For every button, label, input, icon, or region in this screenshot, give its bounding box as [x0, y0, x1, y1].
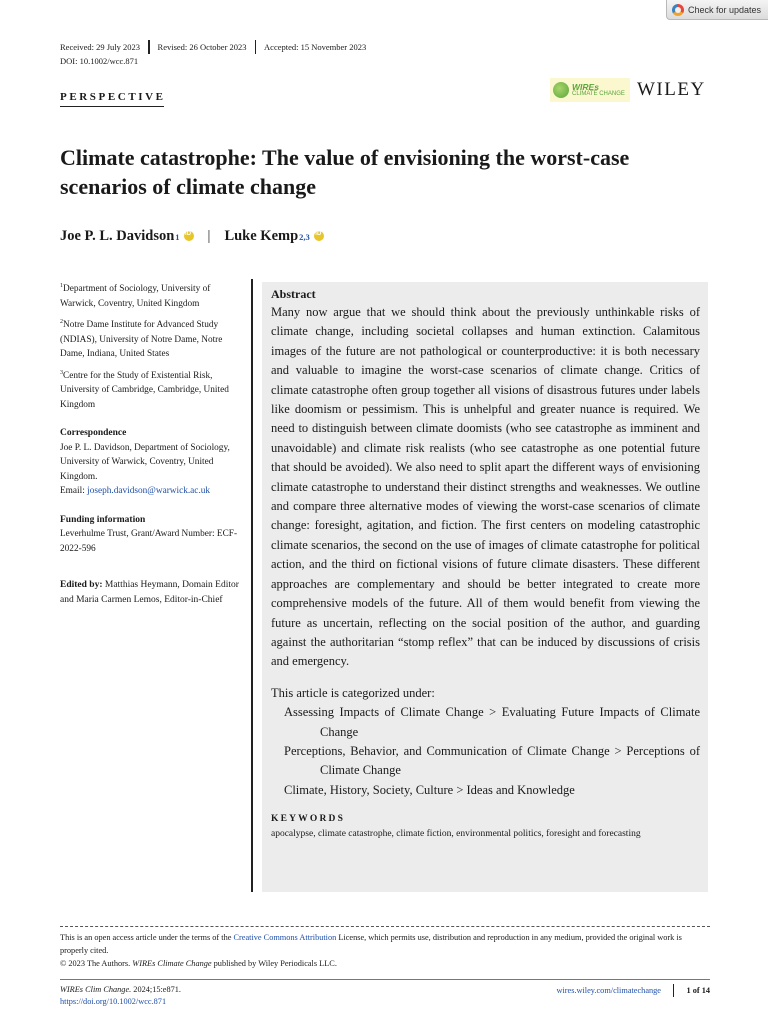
edited-by: [60, 578, 246, 607]
affiliation-text: Centre for the Study of Existential Risk, University of Cambridge, Cambridge, United Kingdom: [60, 370, 229, 410]
funding-text: Leverhulme Trust, Grant/Award Number: ECF-2022-596: [60, 529, 238, 554]
article-info-sidebar: [60, 279, 246, 607]
citation-rest: 2024;15:e871.: [131, 985, 181, 994]
crossmark-icon: [672, 4, 684, 16]
cc-license-link[interactable]: Creative Commons Attribution: [233, 933, 337, 942]
affiliation-text: Department of Sociology, University of Warwick, Coventry, United Kingdom: [60, 284, 211, 309]
orcid-icon[interactable]: [314, 231, 324, 241]
check-for-updates-button[interactable]: [666, 0, 768, 20]
journal-logo-text: [572, 83, 625, 98]
edited-by-label: Edited by:: [60, 580, 103, 591]
check-for-updates-label: Check for updates: [688, 4, 762, 15]
author-affiliation-ref[interactable]: 1: [175, 232, 180, 242]
copyright-journal: WIREs Climate Change: [132, 959, 212, 968]
author-name[interactable]: Joe P. L. Davidson: [60, 228, 175, 244]
affiliation-number: 2: [60, 319, 63, 326]
affiliation-number: 3: [60, 369, 63, 376]
license-notice: [60, 931, 710, 970]
doi: DOI: 10.1002/wcc.871: [60, 56, 139, 66]
copyright-post: published by Wiley Periodicals LLC.: [211, 959, 337, 968]
affiliation-text: Notre Dame Institute for Advanced Study (NDIAS), University of Notre Dame, Notre Dame, Indiana, United States: [60, 320, 223, 360]
orcid-icon[interactable]: [184, 231, 194, 241]
correspondence-heading: Correspondence: [60, 428, 127, 439]
keywords-heading: KEYWORDS: [271, 814, 346, 825]
email-label: Email:: [60, 486, 88, 497]
author-affiliation-ref[interactable]: 2,3: [299, 232, 310, 242]
author-name[interactable]: Luke Kemp: [224, 228, 299, 244]
page-number: 1 of 14: [686, 986, 710, 995]
journal-logo-line1: WIREs: [572, 81, 599, 92]
categories-intro: This article is categorized under:: [271, 685, 435, 700]
received-date: Received: 29 July 2023: [60, 42, 141, 52]
license-pre: This is an open access article under the terms of the: [60, 933, 234, 942]
citation-footer: [60, 984, 181, 1008]
category-item[interactable]: Assessing Impacts of Climate Change > Evaluating Future Impacts of Climate Change: [284, 705, 700, 739]
category-item[interactable]: Climate, History, Society, Culture > Ideas and Knowledge: [284, 782, 575, 797]
divider: [60, 979, 710, 980]
doi-link[interactable]: https://doi.org/10.1002/wcc.871: [60, 997, 167, 1006]
article-dates: [60, 40, 374, 54]
affiliation: [60, 315, 246, 362]
column-divider: [251, 279, 253, 892]
copyright-text: [60, 957, 710, 970]
correspondence-email: [60, 484, 246, 499]
citation-journal: WIREs Clim Change.: [60, 985, 132, 994]
revised-date: Revised: 26 October 2023: [157, 42, 247, 52]
publisher-logo: WILEY: [637, 79, 706, 100]
divider: [673, 984, 675, 997]
globe-icon: [553, 82, 569, 98]
keywords-text: apocalypse, climate catastrophe, climate fiction, environmental politics, foresight and forecasting: [271, 829, 641, 840]
email-link[interactable]: joseph.davidson@warwick.ac.uk: [87, 486, 211, 497]
category-item[interactable]: Perceptions, Behavior, and Communication of Climate Change > Perceptions of Climate Change: [284, 743, 700, 778]
license-post: License, which permits use, distribution and reproduction in any medium, provided the original work is properly cited.: [60, 933, 682, 955]
citation: [60, 984, 181, 996]
divider: [60, 106, 164, 107]
abstract-heading: Abstract: [271, 287, 316, 301]
page-footer: [556, 984, 710, 997]
journal-logo-line2: CLIMATE CHANGE: [572, 91, 625, 98]
abstract-box: [262, 282, 708, 892]
license-text: [60, 931, 710, 957]
affiliation-number: 1: [60, 283, 63, 289]
affiliation: [60, 366, 246, 413]
article-type: PERSPECTIVE: [60, 91, 166, 103]
journal-site-link[interactable]: wires.wiley.com/climatechange: [556, 986, 661, 995]
copyright-pre: © 2023 The Authors.: [60, 959, 133, 968]
affiliation: [60, 279, 246, 311]
journal-logo: [550, 78, 630, 102]
author-separator: |: [207, 228, 211, 244]
divider: [60, 926, 710, 927]
article-title: Climate catastrophe: The value of envisioning the worst-case scenarios of climate change: [60, 145, 630, 199]
author-list: [60, 228, 324, 245]
accepted-date: Accepted: 15 November 2023: [264, 42, 367, 52]
funding-heading: Funding information: [60, 514, 146, 525]
correspondence-text: Joe P. L. Davidson, Department of Sociology, University of Warwick, Coventry, United Kingdom.: [60, 442, 230, 482]
abstract-text: Many now argue that we should think about the previously unthinkable risks of climate change, including societal collapses and human extinction. Calamitous images of the future are not pathological or counterproductive: it is both necessary and valuable to imagine the worst-case scenarios of climate change. Critics of climate catastrophe often group together all visions of disastrous futures under labels like doomism or pessimism. This is unhelpful and greater nuance is required. We need to distinguish between climate doomists (who see catastrophe as imminent and unavoidable) and climate risk realists (who see catastrophe as one potential future that should be avoided). We also need to split apart the different ways of envisioning climate catastrophe to understand their distinct strengths and weaknesses. We outline and compare three alternative modes of viewing the worst-case scenarios of climate change: foresight, agitation, and fiction. The first centers on modeling catastrophic climate scenarios, the second on the use of images of climate catastrophe for political action, and the third on fictional visions of future climate disasters. These different approaches are complementary and should be better integrated to create more comprehensive models of the future. All of them would benefit from viewing the future as uncertain, reflecting on the social position of the author, and guarding against the authoritarian “stomp reflex” that can be induced by discussions of crisis and emergency.: [271, 305, 700, 669]
edited-by-text: Matthias Heymann, Domain Editor and Maria Carmen Lemos, Editor-in-Chief: [60, 580, 239, 605]
